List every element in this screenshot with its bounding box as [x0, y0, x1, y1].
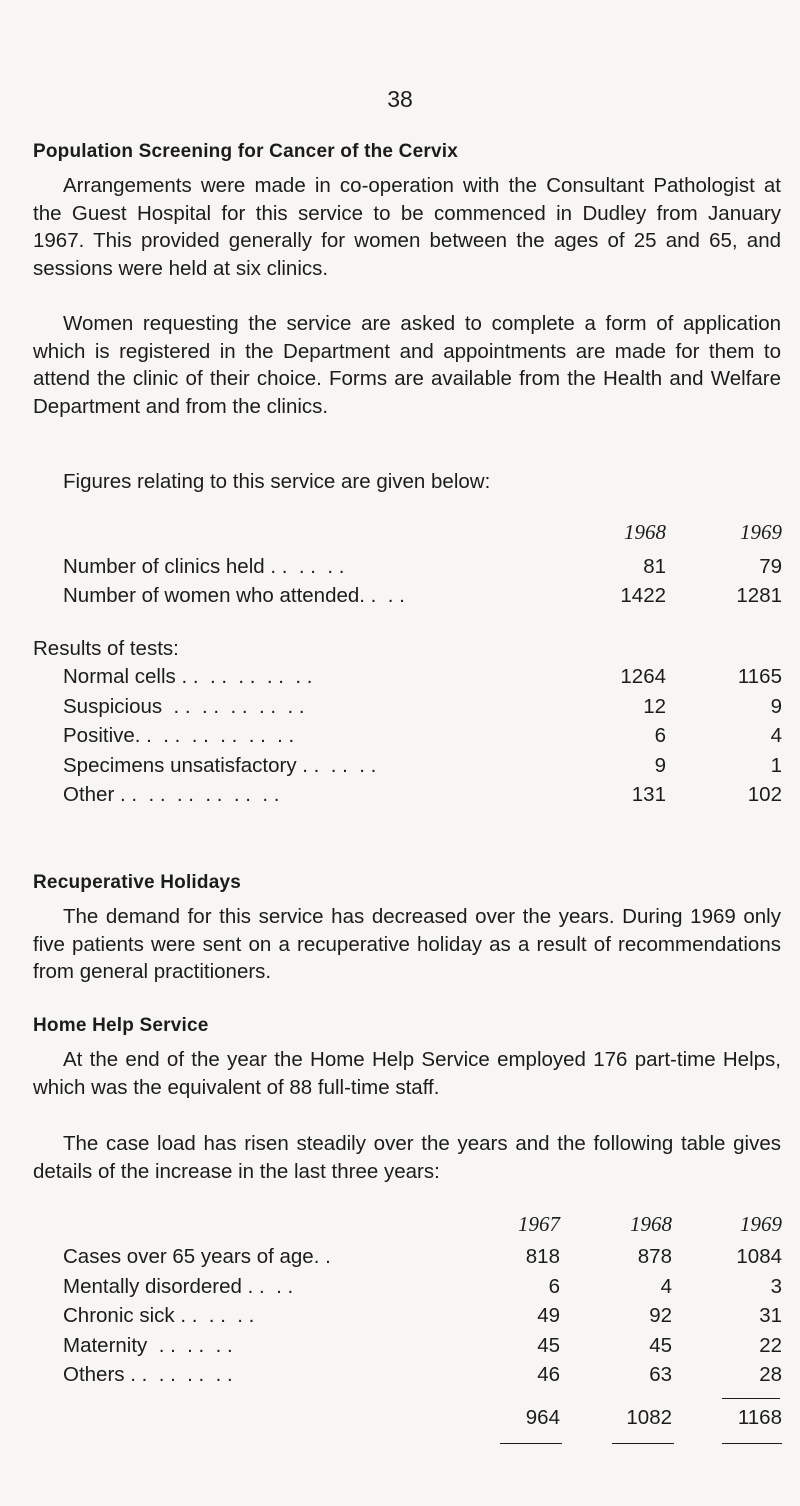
value-1968: 131	[631, 783, 666, 806]
row-label: Cases over 65 years of age. .	[63, 1245, 331, 1268]
value-1969: 3	[770, 1274, 782, 1298]
value-1968: 81	[643, 555, 666, 578]
year-header-1969: 1969	[740, 520, 782, 544]
paragraph-cervix-arrangements: Arrangements were made in co-operation with the Consultant Pathologist at the Guest Hospital for this service to be commenced in Dudley from January 1967. This provided generally for women between the ages of 25 and 65, and sessions were held at six clinics.	[33, 174, 781, 280]
table-row	[0, 783, 800, 810]
row-label: Positive. . . . . . . . . . . .	[63, 724, 295, 747]
value-1968: 45	[649, 1333, 672, 1357]
paragraph-recuperative: The demand for this service has decreased over the years. During 1969 only five patients were sent on a recuperative holiday as a result of recommendations from general practitioners.	[33, 905, 781, 983]
section-heading-cervix-screening: Population Screening for Cancer of the Cervix	[33, 141, 458, 162]
value-1967: 45	[537, 1333, 560, 1357]
row-label: Mentally disordered . . . .	[63, 1274, 294, 1298]
year-header-1968: 1968	[630, 1212, 672, 1236]
row-label: Others . . . . . . . .	[63, 1363, 233, 1386]
value-1967: 46	[537, 1363, 560, 1386]
cervix-year-header	[0, 520, 800, 547]
value-1969: 1	[770, 753, 782, 777]
year-header-1969: 1969	[740, 1212, 782, 1236]
section-heading-home-help: Home Help Service	[33, 1015, 209, 1036]
value-1969: 28	[759, 1363, 782, 1386]
paragraph-cervix-application: Women requesting the service are asked to complete a form of application which is registered in the Department and appointments are made for them to attend the clinic of their choice. Forms are available from the Health and Welfare Department and from the clinics.	[33, 312, 781, 418]
value-1968: 1264	[620, 665, 666, 688]
year-header-1968: 1968	[624, 520, 666, 544]
paragraph-home-help-caseload: The case load has risen steadily over the years and the following table gives details of the increase in the last three years:	[33, 1132, 781, 1183]
value-1968: 4	[660, 1274, 672, 1298]
value-1969: 102	[747, 783, 782, 806]
home-help-year-header	[0, 1212, 800, 1239]
table-row	[0, 1334, 800, 1361]
table-row-totals	[0, 1406, 800, 1433]
table-row-clinics-held	[0, 555, 800, 582]
row-label: Maternity . . . . . .	[63, 1333, 233, 1357]
value-1968: 878	[637, 1245, 672, 1268]
value-1967: 818	[525, 1245, 560, 1268]
row-label: Specimens unsatisfactory . . . . . .	[63, 753, 377, 777]
value-1968: 1422	[620, 584, 666, 607]
page-number: 38	[387, 86, 413, 112]
value-1968: 63	[649, 1363, 672, 1386]
table-row	[0, 1304, 800, 1331]
value-1968: 12	[643, 694, 666, 718]
value-1969: 22	[759, 1333, 782, 1357]
year-header-1967: 1967	[518, 1212, 560, 1236]
paragraph-home-help-staff: At the end of the year the Home Help Service employed 176 part-time Helps, which was the equivalent of 88 full-time staff.	[33, 1048, 781, 1099]
table-row	[0, 695, 800, 722]
row-label: Other . . . . . . . . . . . .	[63, 783, 280, 806]
value-1969: 1084	[736, 1245, 782, 1268]
value-1969: 1165	[737, 665, 782, 688]
total-rule-1967	[500, 1443, 562, 1444]
row-label: Chronic sick . . . . . .	[63, 1304, 255, 1327]
table-row-women-attended	[0, 584, 800, 611]
table-row	[0, 724, 800, 751]
total-1968: 1082	[626, 1406, 672, 1429]
table-row	[0, 665, 800, 692]
total-rule-1969	[722, 1443, 782, 1444]
table-row	[0, 1363, 800, 1390]
value-1967: 6	[548, 1274, 560, 1298]
value-1968: 6	[654, 724, 666, 747]
value-1968: 92	[649, 1304, 672, 1327]
value-1969: 9	[770, 694, 782, 718]
table-row	[0, 1275, 800, 1302]
value-1969: 1281	[736, 584, 782, 607]
total-1969: 1168	[737, 1406, 782, 1429]
row-label: Number of women who attended. . . .	[63, 584, 405, 607]
row-label: Suspicious . . . . . . . . . .	[63, 694, 305, 718]
table-row	[0, 1245, 800, 1272]
results-label: Results of tests:	[33, 637, 179, 660]
value-1968: 9	[654, 753, 666, 777]
figures-intro: Figures relating to this service are given below:	[63, 470, 491, 493]
total-1967: 964	[525, 1406, 560, 1429]
value-1969: 4	[770, 724, 782, 747]
table-row	[0, 754, 800, 781]
row-label: Number of clinics held . . . . . .	[63, 555, 345, 578]
section-heading-recuperative-holidays: Recuperative Holidays	[33, 872, 242, 893]
value-1967: 49	[537, 1304, 560, 1327]
sum-rule-1969	[722, 1398, 780, 1399]
row-label: Normal cells . . . . . . . . . .	[63, 665, 313, 688]
total-rule-1968	[612, 1443, 674, 1444]
value-1969: 79	[759, 555, 782, 578]
value-1969: 31	[759, 1304, 782, 1327]
